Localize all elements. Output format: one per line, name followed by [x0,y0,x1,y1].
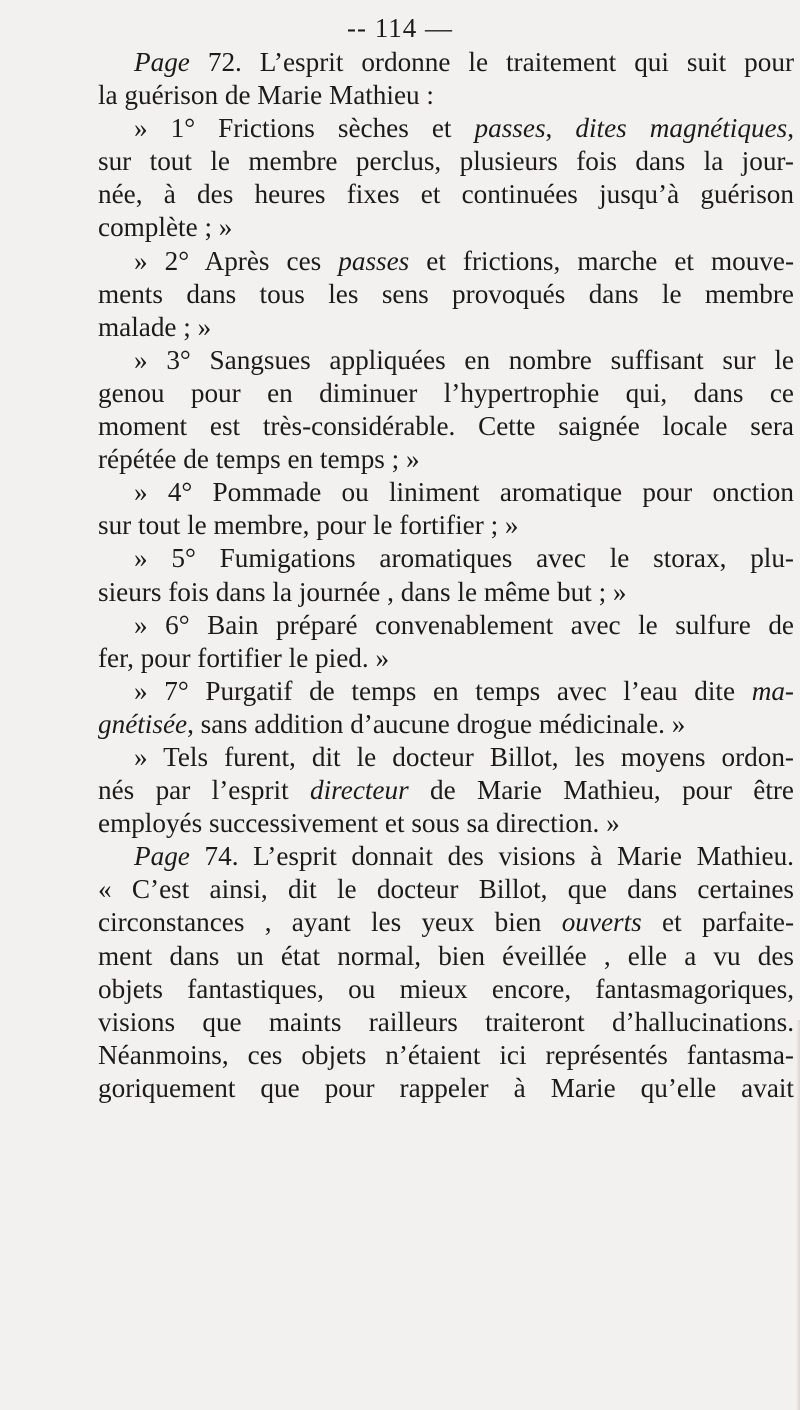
text-run: 74. L’esprit donnait des visions à Marie Mathieu. [204,841,794,872]
text-line [98,807,794,840]
text-line [98,311,794,344]
page-edge-shadow [796,1020,800,1410]
text-run: de Marie Mathieu, pour être [408,775,794,806]
text-run: » 6° Bain préparé convenablement avec le sulfure de [134,609,794,640]
text-run: genou pour en diminuer l’hypertrophie qui, dans ce [98,377,794,408]
text-line [98,344,794,377]
text-line [98,774,794,807]
italic-text-run: Page [134,841,205,872]
text-run: , [545,113,576,144]
text-line [98,46,794,79]
text-run: moment est très-considérable. Cette saignée locale sera [98,411,794,442]
text-line [98,112,794,145]
text-run: » 4° Pommade ou liniment aromatique pour onction [134,477,794,508]
italic-text-run: passes [338,245,410,276]
text-run: la guérison de Marie Mathieu : [98,80,434,111]
text-line [98,642,794,675]
text-line [98,542,794,575]
text-run: sieurs fois dans la journée , dans le même but ; » [98,576,627,607]
text-run: , sans addition d’aucune drogue médicinale. » [187,708,686,739]
text-line [98,906,794,939]
text-line [98,178,794,211]
text-run: » Tels furent, dit le docteur Billot, les moyens ordon- [134,741,794,772]
italic-text-run: directeur [310,775,409,806]
text-line [98,211,794,244]
text-line [98,1072,794,1105]
text-run: « C’est ainsi, dit le docteur Billot, que dans certaines [98,874,794,905]
text-run: complète ; » [98,212,233,243]
text-run: visions que maints railleurs traiteront d’hallucinations. [98,1006,794,1037]
text-line [98,675,794,708]
italic-text-run: ouverts [561,907,642,938]
italic-text-run: dites magnétiques [575,113,788,144]
text-line [98,278,794,311]
text-line [98,443,794,476]
text-line [98,741,794,774]
text-line [98,476,794,509]
text-run: objets fantastiques, ou mieux encore, fantasmagoriques, [98,973,794,1004]
text-run: répétée de temps en temps ; » [98,444,420,475]
text-run: 72. L’esprit ordonne le traitement qui suit pour [207,47,794,77]
italic-text-run: gnétisée [98,708,188,739]
text-line [98,1006,794,1039]
text-run: malade ; » [98,311,212,342]
text-run: Néanmoins, ces objets n’étaient ici représentés fantasma- [98,1039,794,1070]
text-run: » 2° Après ces [134,245,339,276]
text-run: née, à des heures fixes et continuées jusqu’à guérison [98,179,794,210]
text-run: » 1° Frictions sèches et [134,113,475,144]
text-line [98,377,794,410]
text-line [98,973,794,1006]
text-line [98,410,794,443]
text-run: circonstances , ayant les yeux bien [98,907,562,938]
text-run: » 5° Fumigations aromatiques avec le storax, plu- [134,543,794,574]
text-line [98,940,794,973]
italic-text-run: ma- [751,675,794,706]
text-run: nés par l’esprit [98,775,311,806]
text-run: et parfaite- [641,907,795,938]
text-line [98,609,794,642]
italic-text-run: passes [474,113,546,144]
text-run: ments dans tous les sens provoqués dans le membre [98,278,794,309]
page-number: -- 114 — [347,13,453,43]
text-line [98,708,794,741]
text-line [98,840,794,873]
text-run: sur tout le membre, pour le fortifier ; » [98,510,519,541]
text-run: » 7° Purgatif de temps en temps avec l’eau dite [134,675,752,706]
italic-text-run: Page [134,47,208,77]
text-run: goriquement que pour rappeler à Marie qu’elle avait [98,1072,794,1103]
body-text [98,46,794,1105]
text-run: ment dans un état normal, bien éveillée , elle a vu des [98,940,794,971]
text-run: sur tout le membre perclus, plusieurs fois dans la jour- [98,146,794,177]
text-run: et frictions, marche et mouve- [409,245,795,276]
text-run: fer, pour fortifier le pied. » [98,642,390,673]
text-line [98,576,794,609]
text-line [98,509,794,542]
text-line [98,1039,794,1072]
text-run: employés successivement et sous sa direction. » [98,808,620,839]
text-run: » 3° Sangsues appliquées en nombre suffisant sur le [134,344,794,375]
text-run: , [787,113,794,144]
text-line [98,873,794,906]
text-line [98,145,794,178]
text-line [98,79,794,112]
text-line [98,245,794,278]
